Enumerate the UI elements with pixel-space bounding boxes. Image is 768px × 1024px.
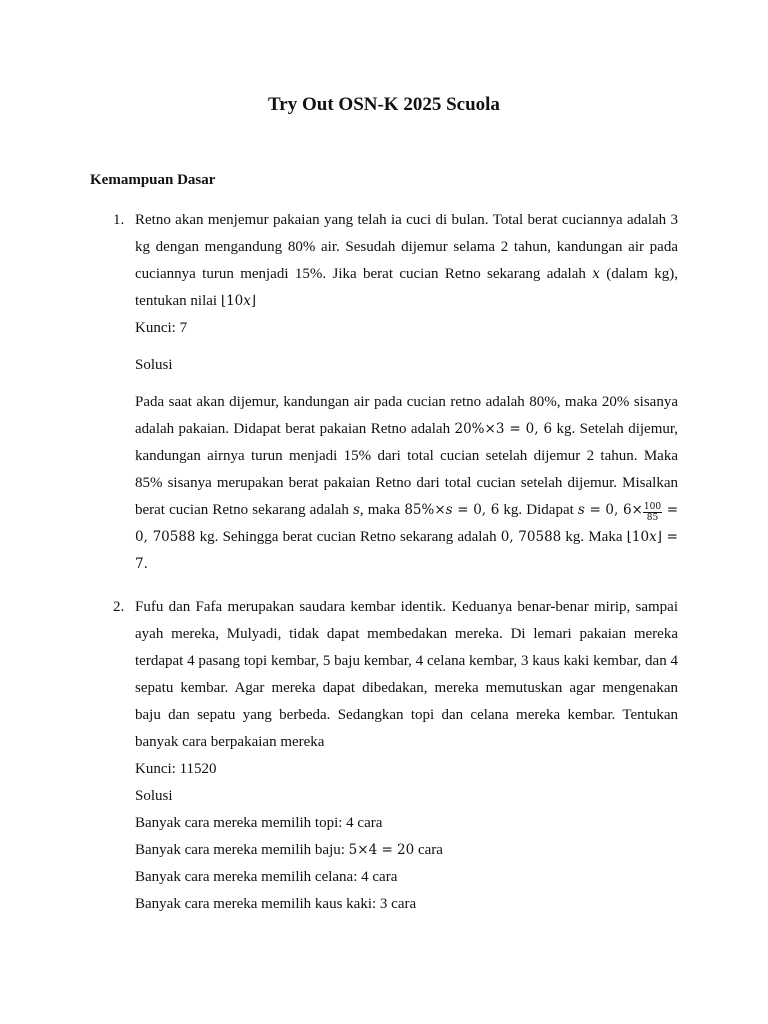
sol-math-2b: = 0, 6 <box>452 502 500 518</box>
problem-2 <box>90 594 678 918</box>
problem-1-solution <box>135 389 678 578</box>
solution-line-baju <box>135 837 678 864</box>
problem-1-statement <box>135 207 678 315</box>
sol-text-f: kg. Maka <box>561 529 627 545</box>
sol-math-5x: x <box>649 529 657 545</box>
sol-math-3a: = 0, 6× <box>584 502 643 518</box>
problem-1-number: 1. <box>113 212 125 228</box>
sol-math-3s: s <box>577 502 585 518</box>
problem-2-solution-label: Solusi <box>135 788 173 804</box>
sol-math-5b: ⌋ = 7. <box>135 529 678 572</box>
baju-text-b: cara <box>414 842 443 858</box>
baju-text-a: Banyak cara mereka memilih baju: <box>135 842 349 858</box>
solution-line-celana: Banyak cara mereka memilih celana: 4 cara <box>135 869 398 885</box>
sol-var-s: s <box>352 502 360 518</box>
document-title: Try Out OSN-K 2025 Scuola <box>268 94 500 115</box>
sol-text-c: , maka <box>359 502 405 518</box>
sol-math-2a: 85%× <box>404 502 446 518</box>
solution-line-kaus: Banyak cara mereka memilih kaus kaki: 3 cara <box>135 896 417 912</box>
fraction <box>643 502 662 523</box>
sol-text-d: kg. Didapat <box>499 502 578 518</box>
floor-var: x <box>243 293 251 309</box>
problem-2-key: Kunci: 11520 <box>135 761 217 777</box>
problem-2-statement: Fufu dan Fafa merupakan saudara kembar identik. Keduanya benar-benar mirip, sampai ayah mereka, Mulyadi, tidak dapat membedakan mereka. Di lemari pakaian mereka terdapat 4 pasang topi kembar, 5 baju kembar, 4 celana kembar, 3 kaus kaki kembar, dan 4 sepatu kembar. Agar mereka dapat dibedakan, mereka memutuskan agar mengenakan baju dan sepatu yang berbeda. Sedangkan topi dan celana mereka kembar. Tentukan banyak cara berpakaian mereka <box>135 599 678 750</box>
problem-1-key: Kunci: 7 <box>135 320 188 336</box>
fraction-numerator: 100 <box>643 502 662 512</box>
var-x: x <box>592 266 600 282</box>
sol-text-a: Pada saat akan dijemur, kandungan air pada cucian retno adalah 80%, maka 20% sisanya adalah pakaian. Didapat berat pakaian Retno adalah <box>135 394 678 437</box>
section-heading: Kemampuan Dasar <box>90 172 216 188</box>
floor-close: ⌋ <box>250 293 257 309</box>
sol-text-e: kg. Sehingga berat cucian Retno sekarang adalah <box>195 529 501 545</box>
problem-2-number: 2. <box>113 599 125 615</box>
problem-1 <box>90 207 678 578</box>
problem-1-text-a: Retno akan menjemur pakaian yang telah ia cuci di bulan. Total berat cuciannya adalah 3 kg dengan mengandung 80% air. Sesudah dijemur selama 2 tahun, kandungan air pada cuciannya turun menjadi 15%. Jika berat cucian Retno sekarang adalah <box>135 212 678 282</box>
solution-line-topi: Banyak cara mereka memilih topi: 4 cara <box>135 815 383 831</box>
sol-math-3b: = 0, 70588 <box>135 502 679 545</box>
problem-1-text-b: (dalam kg), tentukan nilai <box>135 266 678 309</box>
floor-expr: ⌊10 <box>220 293 244 309</box>
problem-list <box>90 207 678 918</box>
sol-math-5a: ⌊10 <box>626 529 650 545</box>
sol-math-1: 20%×3 = 0, 6 <box>454 421 553 437</box>
problem-1-solution-label: Solusi <box>135 357 173 373</box>
fraction-denominator: 85 <box>646 513 659 523</box>
sol-math-2s: s <box>445 502 453 518</box>
baju-math: 5×4 = 20 <box>348 842 415 858</box>
sol-math-4: 0, 70588 <box>500 529 562 545</box>
sol-text-b: kg. Setelah dijemur, kandungan airnya turun menjadi 15% dari total cucian setelah dijemur 2 tahun. Maka 85% sisanya merupakan berat pakaian Retno dari total cucian setelah dijemur. Misalkan berat cucian Retno sekarang adalah <box>135 421 679 518</box>
